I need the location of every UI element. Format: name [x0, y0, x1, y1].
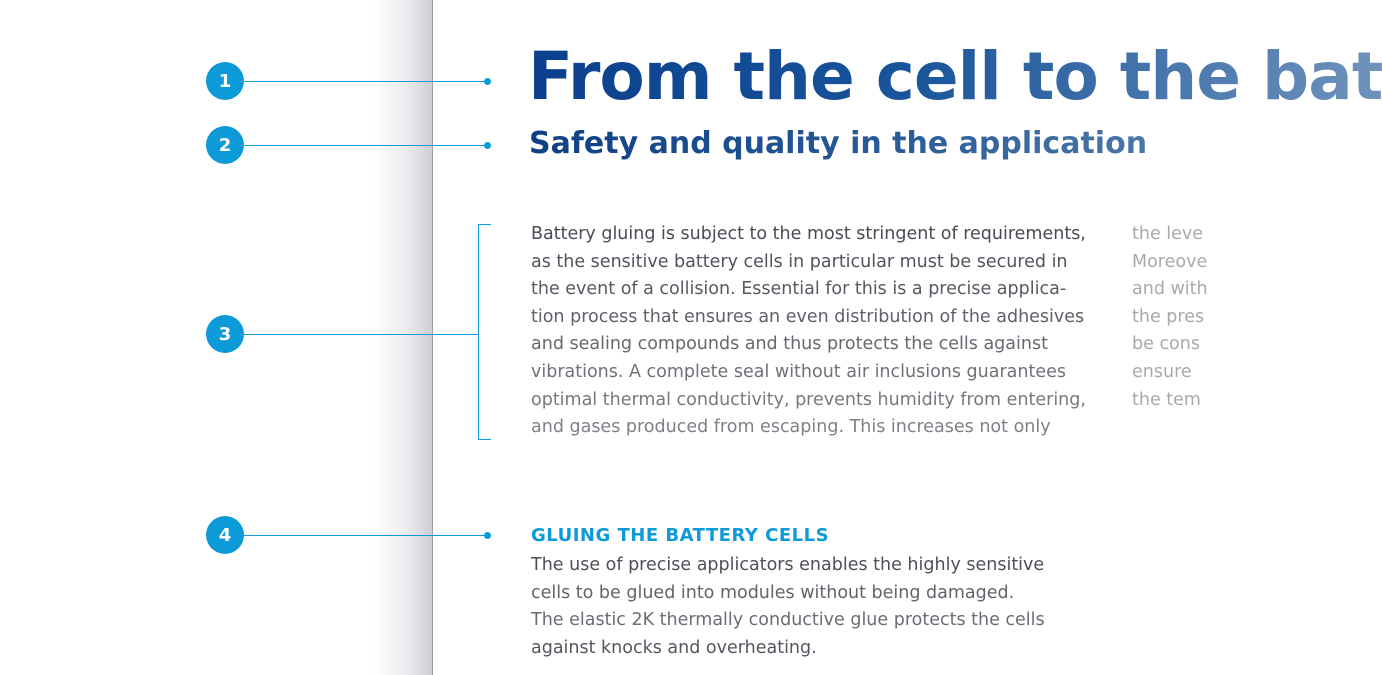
body-line: the event of a collision. Essential for this is a precise applica-: [531, 279, 1067, 300]
column2-line: the pres: [1132, 306, 1205, 327]
page-subtitle: Safety and quality in the application: [529, 126, 1148, 161]
section-line: against knocks and overheating.: [531, 637, 817, 658]
page-spine-line: [432, 0, 433, 675]
callout-line-3: [244, 334, 478, 335]
body-line: and gases produced from escaping. This increases not only: [531, 417, 1051, 438]
column2-line: Moreove: [1132, 251, 1208, 272]
callout-badge-3: 3: [206, 315, 244, 353]
column2-line: the tem: [1132, 389, 1201, 410]
column2-line: the leve: [1132, 224, 1204, 244]
column2-line: be cons: [1132, 334, 1200, 355]
callout-line-2: [244, 145, 488, 146]
page-spine-shadow: [372, 0, 432, 675]
section-line: The elastic 2K thermally conductive glue protects the cells: [531, 610, 1045, 631]
body-line: Battery gluing is subject to the most stringent of requirements,: [531, 224, 1086, 244]
body-line: tion process that ensures an even distribution of the adhesives: [531, 306, 1085, 327]
section-heading: GLUING THE BATTERY CELLS: [531, 525, 830, 546]
body-text-column: [531, 221, 1111, 442]
page-title: From the cell to the bat: [528, 38, 1382, 115]
column2-line: and with: [1132, 279, 1208, 300]
callout-line-4: [244, 535, 488, 536]
callout-line-1: [244, 81, 488, 82]
body-line: vibrations. A complete seal without air inclusions guarantees: [531, 361, 1067, 382]
column2-line: ensure: [1132, 361, 1192, 382]
section-body: [531, 552, 1131, 662]
callout-bracket-3: [478, 224, 491, 440]
section-line: cells to be glued into modules without being damaged.: [531, 582, 1015, 603]
second-column-fragment: [1132, 221, 1212, 414]
callout-dot-1: [484, 78, 491, 85]
callout-badge-2: 2: [206, 126, 244, 164]
callout-dot-2: [484, 142, 491, 149]
callout-badge-4: 4: [206, 516, 244, 554]
callout-badge-1: 1: [206, 62, 244, 100]
callout-dot-4: [484, 532, 491, 539]
body-line: and sealing compounds and thus protects the cells against: [531, 334, 1048, 355]
section-line: The use of precise applicators enables the highly sensitive: [531, 555, 1045, 575]
body-line: optimal thermal conductivity, prevents humidity from entering,: [531, 389, 1086, 410]
body-line: as the sensitive battery cells in particular must be secured in: [531, 251, 1068, 272]
